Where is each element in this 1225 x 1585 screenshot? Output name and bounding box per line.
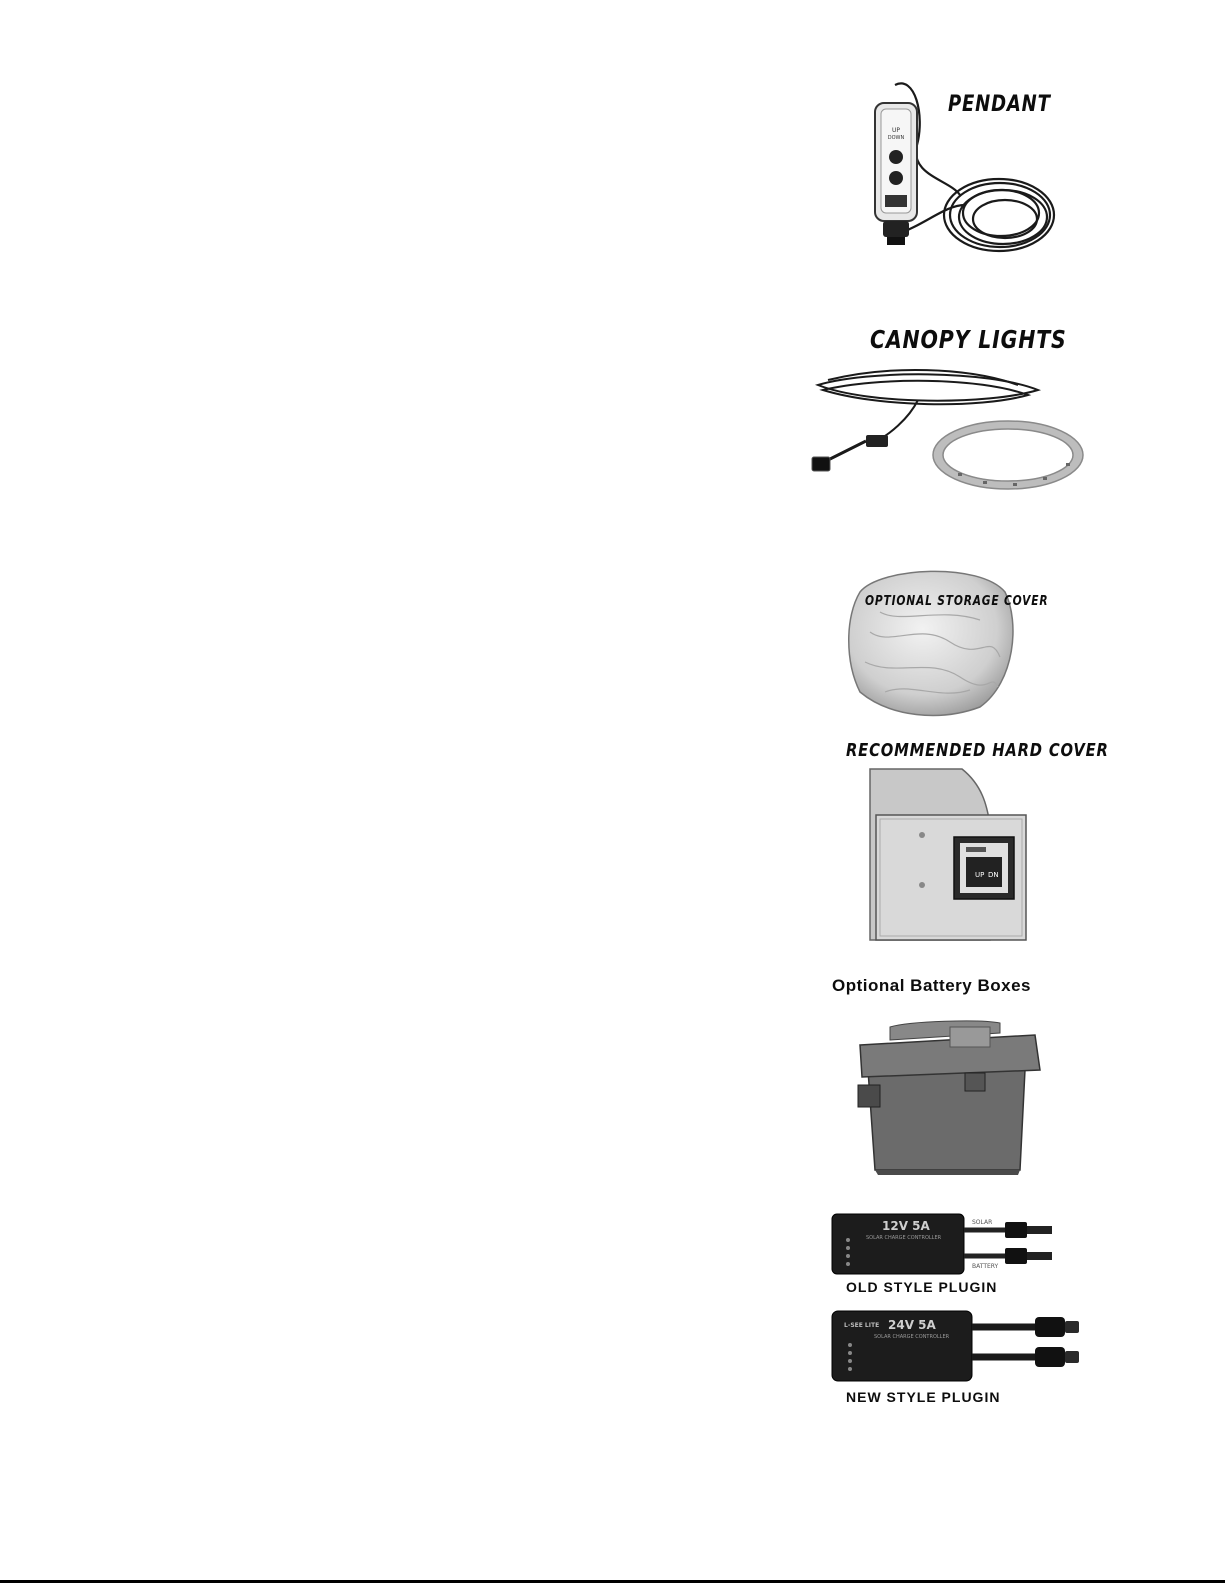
storage-cover-section — [840, 562, 1020, 722]
hard-cover-up-text: UP — [975, 871, 985, 879]
new-plugin-label: NEW STYLE PLUGIN — [846, 1389, 1001, 1405]
hard-cover-image — [862, 765, 1037, 945]
storage-cover-label: OPTIONAL STORAGE COVER — [865, 594, 1049, 609]
pendant-up-text: UP — [891, 127, 901, 134]
page-bottom-rule — [0, 1580, 1225, 1583]
old-controller-section — [830, 1212, 1060, 1277]
canopy-lights-section — [808, 365, 1093, 505]
old-controller-wire-battery: BATTERY — [972, 1263, 999, 1270]
new-controller-subtitle: SOLAR CHARGE CONTROLLER — [874, 1334, 950, 1340]
old-plugin-label: OLD STYLE PLUGIN — [846, 1279, 998, 1295]
old-controller-image — [830, 1212, 1060, 1277]
new-controller-image — [830, 1305, 1085, 1385]
pendant-down-text: DOWN — [887, 135, 905, 141]
old-controller-subtitle: SOLAR CHARGE CONTROLLER — [866, 1235, 942, 1241]
battery-box-section — [850, 1015, 1045, 1180]
battery-box-image — [850, 1015, 1045, 1180]
hard-cover-section — [862, 765, 1037, 945]
battery-boxes-label: Optional Battery Boxes — [832, 976, 1031, 995]
new-controller-rating: 24V 5A — [888, 1318, 936, 1332]
pendant-label: PENDANT — [948, 92, 1051, 117]
old-controller-wire-solar: SOLAR — [972, 1219, 993, 1226]
old-controller-rating: 12V 5A — [882, 1219, 930, 1233]
hard-cover-label: RECOMMENDED HARD COVER — [846, 740, 1109, 761]
hard-cover-dn-text: DN — [988, 871, 999, 879]
canopy-lights-label: CANOPY LIGHTS — [870, 325, 1067, 354]
new-controller-section — [830, 1305, 1085, 1385]
canopy-lights-image — [808, 365, 1093, 505]
storage-cover-image — [840, 562, 1020, 722]
new-controller-brand: L-SEE LITE — [844, 1322, 880, 1329]
